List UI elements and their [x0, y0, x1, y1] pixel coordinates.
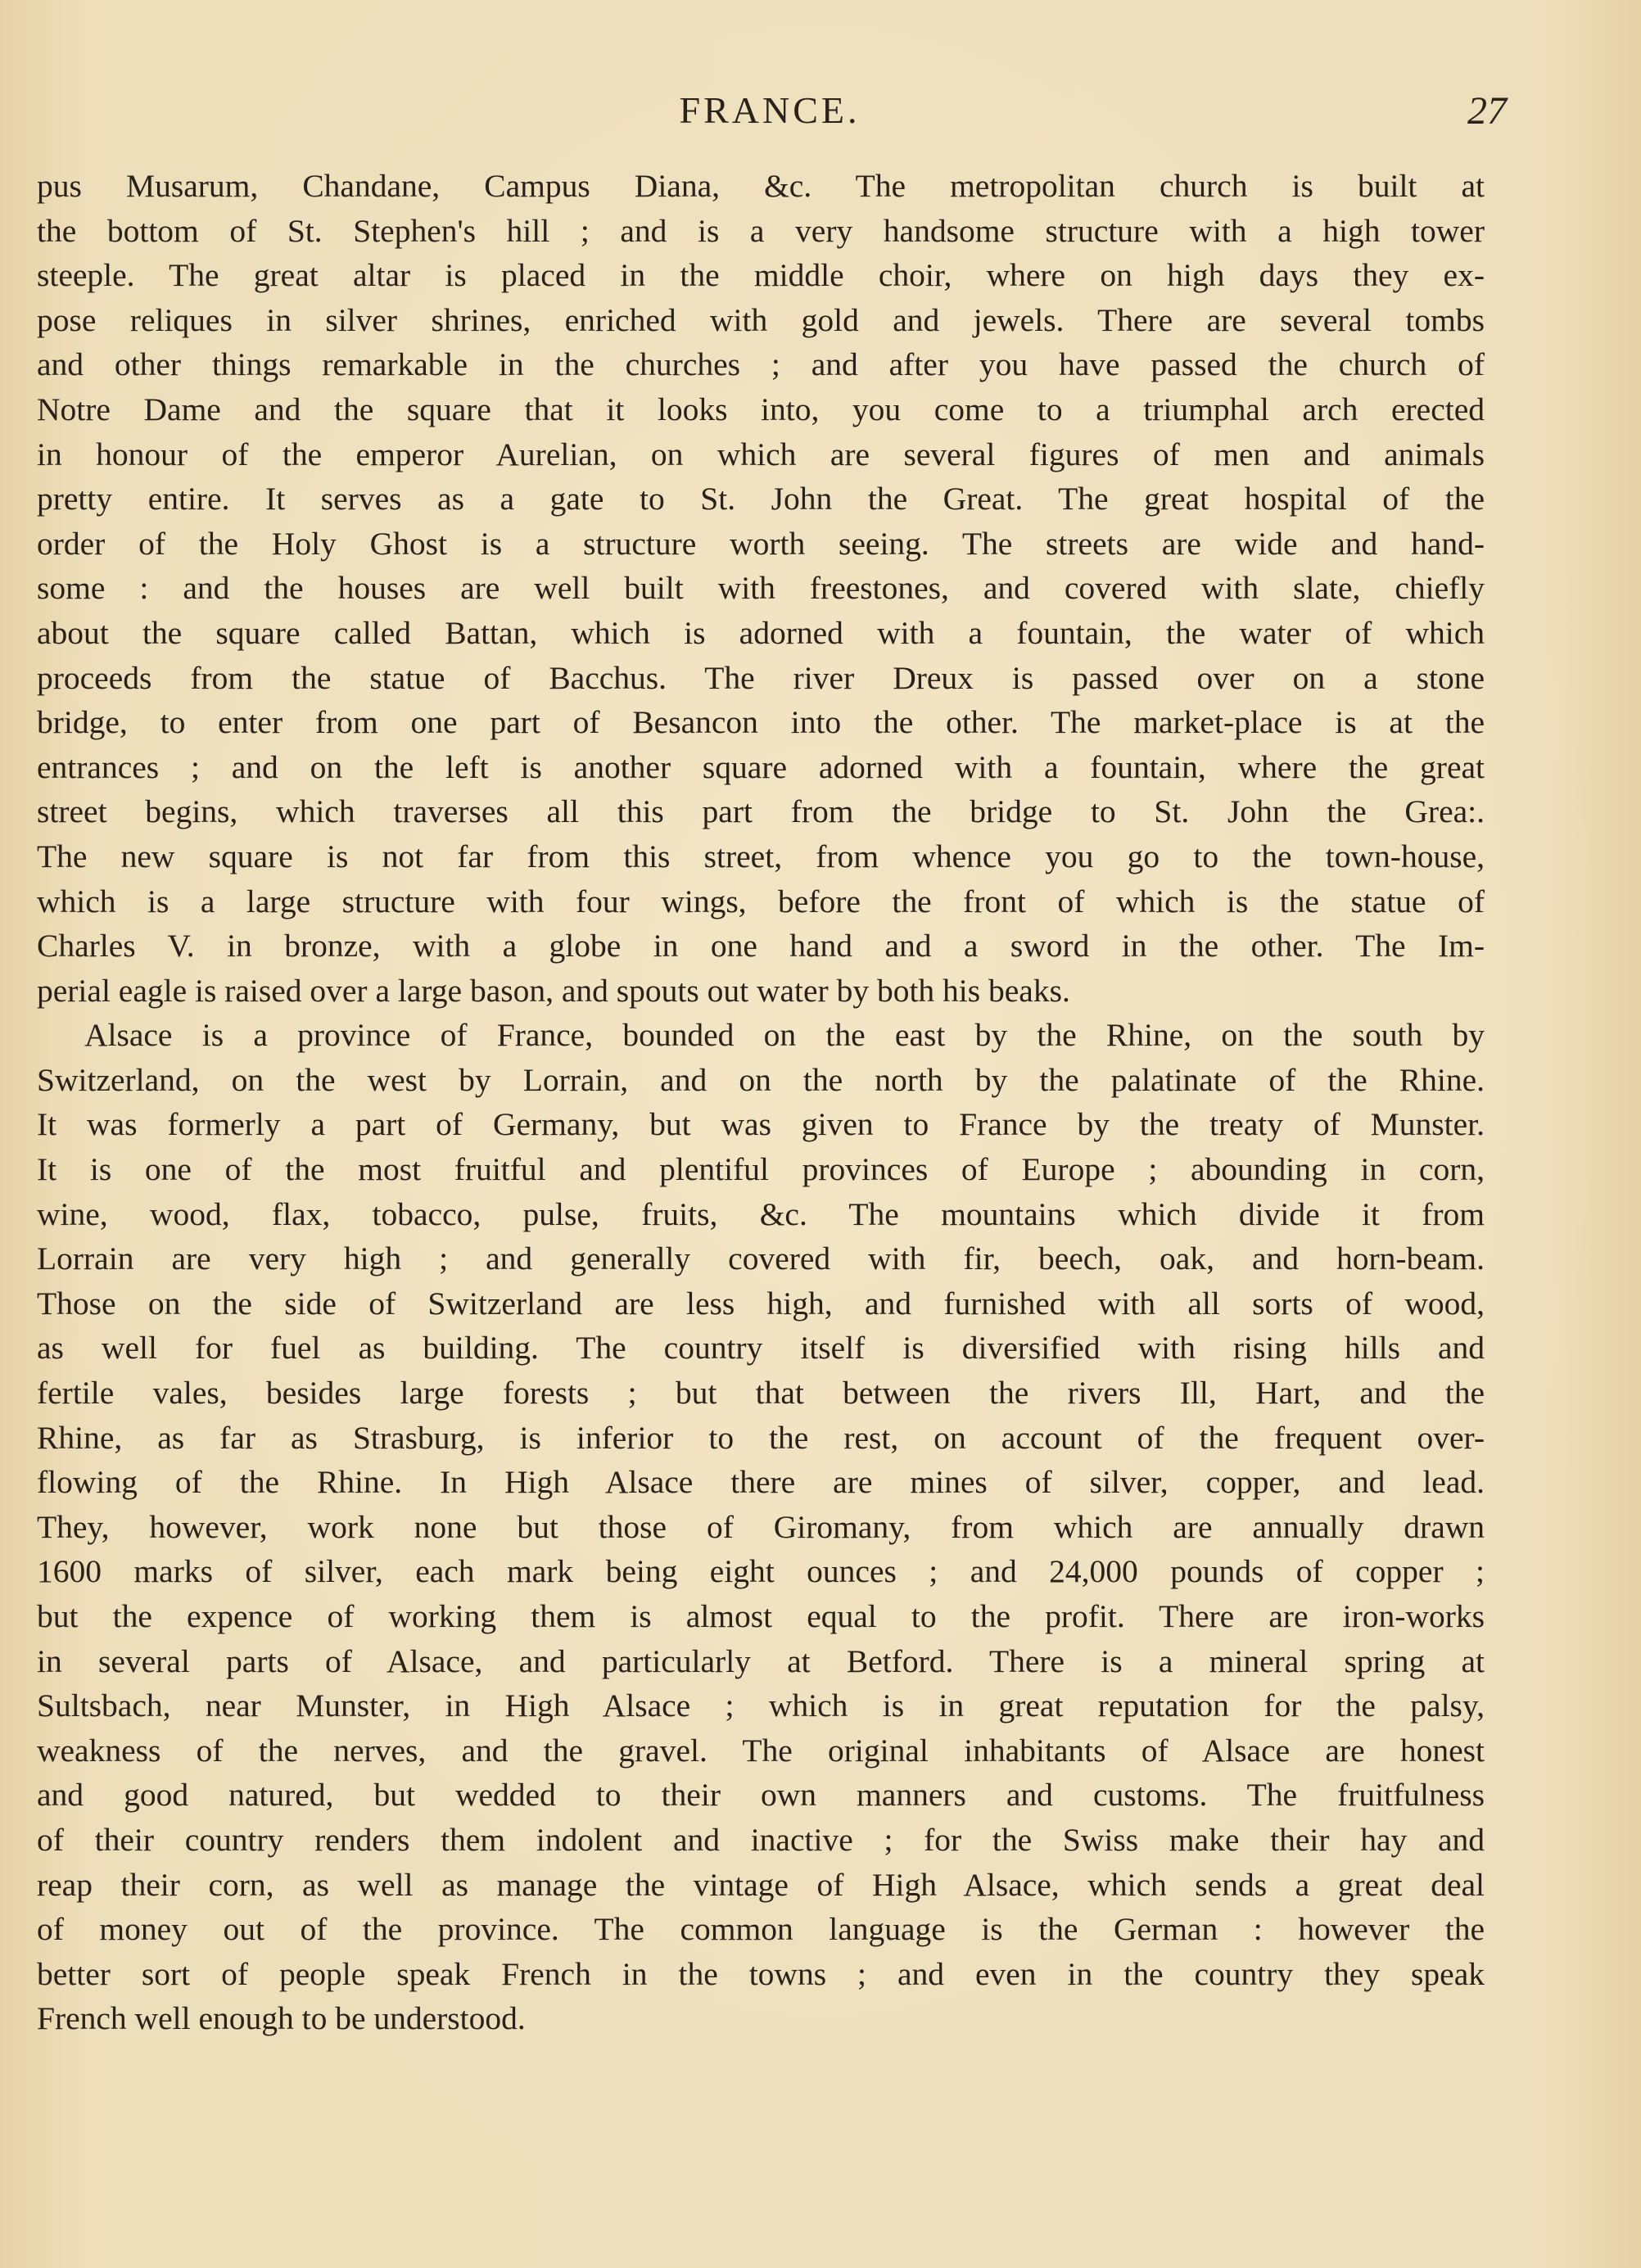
text-line: street begins, which traverses all this part from the bridge to St. John the Grea:.	[37, 793, 1485, 830]
text-line: flowing of the Rhine. In High Alsace there are mines of silver, copper, and lead.	[37, 1464, 1485, 1501]
text-line: They, however, work none but those of Giromany, from which are annually drawn	[37, 1508, 1485, 1545]
text-line: about the square called Battan, which is adorned with a fountain, the water of which	[37, 614, 1485, 651]
text-line: Alsace is a province of France, bounded on the east by the Rhine, on the south by	[84, 1017, 1485, 1054]
text-line: pus Musarum, Chandane, Campus Diana, &c. The metropolitan church is built at	[37, 168, 1485, 204]
text-line: pretty entire. It serves as a gate to St. John the Great. The great hospital of the	[37, 481, 1485, 517]
text-line: but the expence of working them is almost equal to the profit. There are iron-works	[37, 1598, 1485, 1634]
text-line: some : and the houses are well built with freestones, and covered with slate, chiefly	[37, 570, 1485, 607]
body-text	[37, 164, 1485, 2041]
text-line: reap their corn, as well as manage the vintage of High Alsace, which sends a great deal	[37, 1866, 1485, 1903]
text-line: Notre Dame and the square that it looks into, you come to a triumphal arch erected	[37, 391, 1485, 427]
text-line: wine, wood, flax, tobacco, pulse, fruits, &c. The mountains which divide it from	[37, 1195, 1485, 1232]
running-title: FRANCE.	[679, 89, 861, 131]
text-line: and other things remarkable in the churches ; and after you have passed the church of	[37, 346, 1485, 383]
page-number: 27	[1467, 89, 1507, 133]
text-line: steeple. The great altar is placed in the middle choir, where on high days they ex-	[37, 257, 1485, 294]
text-line: of their country renders them indolent and inactive ; for the Swiss make their hay and	[37, 1821, 1485, 1858]
text-line: perial eagle is raised over a large bason, and spouts out water by both his beaks.	[37, 972, 1070, 1009]
text-line: French well enough to be understood.	[37, 2000, 526, 2037]
text-line: proceeds from the statue of Bacchus. The river Dreux is passed over on a stone	[37, 659, 1485, 696]
text-line: It was formerly a part of Germany, but was given to France by the treaty of Munster.	[37, 1106, 1485, 1143]
text-line: Sultsbach, near Munster, in High Alsace ; which is in great reputation for the palsy,	[37, 1687, 1485, 1724]
paragraph-alsace	[37, 1013, 1485, 2041]
page-header	[33, 88, 1507, 138]
text-line: Charles V. in bronze, with a globe in one hand and a sword in the other. The Im-	[37, 928, 1485, 965]
text-line: fertile vales, besides large forests ; but that between the rivers Ill, Hart, and the	[37, 1375, 1485, 1412]
text-line: the bottom of St. Stephen's hill ; and is a very handsome structure with a high tower	[37, 212, 1485, 249]
text-line: weakness of the nerves, and the gravel. The original inhabitants of Alsace are honest	[37, 1732, 1485, 1769]
text-line: Those on the side of Switzerland are less high, and furnished with all sorts of wood,	[37, 1285, 1485, 1321]
text-line: bridge, to enter from one part of Besancon into the other. The market-place is at the	[37, 704, 1485, 741]
text-line: 1600 marks of silver, each mark being eight ounces ; and 24,000 pounds of copper ;	[37, 1553, 1485, 1590]
text-line: in honour of the emperor Aurelian, on which are several figures of men and animals	[37, 436, 1485, 472]
text-line: which is a large structure with four wings, before the front of which is the statue of	[37, 883, 1485, 919]
text-line: pose reliques in silver shrines, enriched with gold and jewels. There are several tombs	[37, 301, 1485, 338]
paragraph-besancon	[37, 164, 1485, 1013]
text-line: and good natured, but wedded to their own manners and customs. The fruitfulness	[37, 1777, 1485, 1814]
text-line: Lorrain are very high ; and generally covered with fir, beech, oak, and horn-beam.	[37, 1240, 1485, 1277]
text-line: of money out of the province. The common language is the German : however the	[37, 1911, 1485, 1948]
text-line: entrances ; and on the left is another square adorned with a fountain, where the great	[37, 748, 1485, 785]
text-line: in several parts of Alsace, and particularly at Betford. There is a mineral spring at	[37, 1642, 1485, 1679]
text-line: better sort of people speak French in the towns ; and even in the country they speak	[37, 1955, 1485, 1992]
text-line: as well for fuel as building. The country itself is diversified with rising hills and	[37, 1330, 1485, 1367]
text-line: Switzerland, on the west by Lorrain, and on the north by the palatinate of the Rhine.	[37, 1061, 1485, 1098]
text-line: Rhine, as far as Strasburg, is inferior to the rest, on account of the frequent over-	[37, 1419, 1485, 1456]
text-line: The new square is not far from this street, from whence you go to the town-house,	[37, 838, 1485, 874]
text-line: order of the Holy Ghost is a structure worth seeing. The streets are wide and hand-	[37, 525, 1485, 562]
text-line: It is one of the most fruitful and plentiful provinces of Europe ; abounding in corn,	[37, 1151, 1485, 1188]
